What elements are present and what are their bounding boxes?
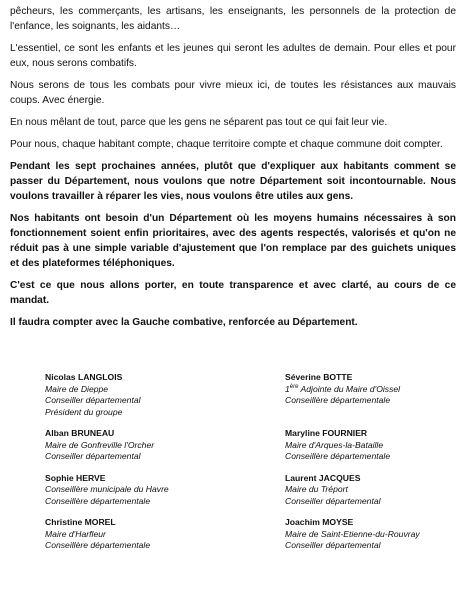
- signatory-name: Alban BRUNEAU: [45, 428, 115, 438]
- signatory-role: Maire du Tréport: [285, 484, 348, 494]
- signatory-role: Conseillère municipale du Havre: [45, 484, 169, 494]
- signatory-bruneau: [45, 428, 285, 463]
- signatory-fournier: [285, 428, 445, 463]
- signatory-role: Maire de Saint-Etienne-du-Rouvray: [285, 528, 420, 539]
- signatory-role: Conseillère départementale: [45, 540, 151, 550]
- signatory-role: Conseillère départementale: [285, 395, 391, 405]
- signatory-morel: [45, 517, 285, 552]
- paragraph-9: Il faudra compter avec la Gauche combative, renforcée au Département.: [10, 317, 358, 328]
- paragraph-4: En nous mêlant de tout, parce que les gens ne séparent pas tout ce qui fait leur vie.: [10, 117, 388, 128]
- signatory-botte: [285, 372, 445, 418]
- signatory-role: Conseiller départemental: [45, 451, 141, 461]
- paragraph-2: L'essentiel, ce sont les enfants et les jeunes qui seront les adultes de demain. Pour elles et pour eux, nous serons combatifs.: [10, 43, 456, 69]
- paragraph-1: pêcheurs, les commerçants, les artisans, les enseignants, les personnels de la protection de l'enfance, les soignants, les aidants…: [10, 6, 456, 32]
- ordinal-suffix: ère: [289, 383, 299, 390]
- signatory-name: Sophie HERVE: [45, 472, 106, 483]
- signatory-name: Séverine BOTTE: [285, 372, 353, 382]
- signatory-name: Maryline FOURNIER: [285, 428, 368, 438]
- ordinal-number: 1: [285, 383, 290, 394]
- paragraph-6: Pendant les sept prochaines années, plutôt que d'expliquer aux habitants comment se passer du Département, nous voulons que notre Département soit incontournable. Nous voulons travailler à réparer les vies, nous voulons être utiles aux gens.: [10, 161, 456, 202]
- signatory-langlois: [45, 372, 285, 418]
- signatory-role: Maire d'Harfleur: [45, 528, 106, 539]
- signatory-role: Conseiller départemental: [285, 495, 381, 506]
- signatory-herve: [45, 473, 285, 508]
- signatory-role: Maire d'Arques-la-Bataille: [285, 439, 384, 450]
- paragraph-5: Pour nous, chaque habitant compte, chaque territoire compte et chaque commune doit compter.: [10, 139, 443, 150]
- signatory-name: Laurent JACQUES: [285, 472, 361, 483]
- body-text: [10, 4, 456, 330]
- signatory-name: Christine MOREL: [45, 517, 116, 527]
- signatory-role: Conseillère départementale: [285, 451, 391, 461]
- signatory-name: Nicolas LANGLOIS: [45, 372, 123, 382]
- paragraph-7: Nos habitants ont besoin d'un Département où les moyens humains nécessaires à son fonctionnement soient enfin prioritaires, avec des agents respectés, valorisés et qu'on ne réduit pas à une simple variable d'ajustement que l'on remplace par des guichets uniques et des plateformes téléphoniques.: [10, 213, 456, 269]
- paragraph-8: C'est ce que nous allons porter, en toute transparence et avec clarté, au cours de ce mandat.: [10, 280, 456, 306]
- signatory-role: Conseiller départemental: [285, 540, 381, 550]
- signatory-role: [285, 384, 445, 396]
- signatory-jacques: [285, 473, 445, 508]
- signatory-name: Joachim MOYSE: [285, 517, 354, 527]
- paragraph-3: Nous serons de tous les combats pour vivre mieux ici, de toutes les résistances aux mauvais coups. Avec énergie.: [10, 80, 456, 106]
- signatory-role: Maire de Dieppe: [45, 383, 109, 394]
- signatories: [45, 372, 445, 552]
- role-text: Adjointe du Maire d'Oissel: [298, 383, 401, 394]
- signatory-role: Conseiller départemental: [45, 395, 141, 405]
- signatory-role: Conseillère départementale: [45, 495, 151, 506]
- signatory-role: Maire de Gonfreville l'Orcher: [45, 439, 155, 450]
- signatory-moyse: [285, 517, 445, 552]
- signatory-role: Président du groupe: [45, 406, 123, 417]
